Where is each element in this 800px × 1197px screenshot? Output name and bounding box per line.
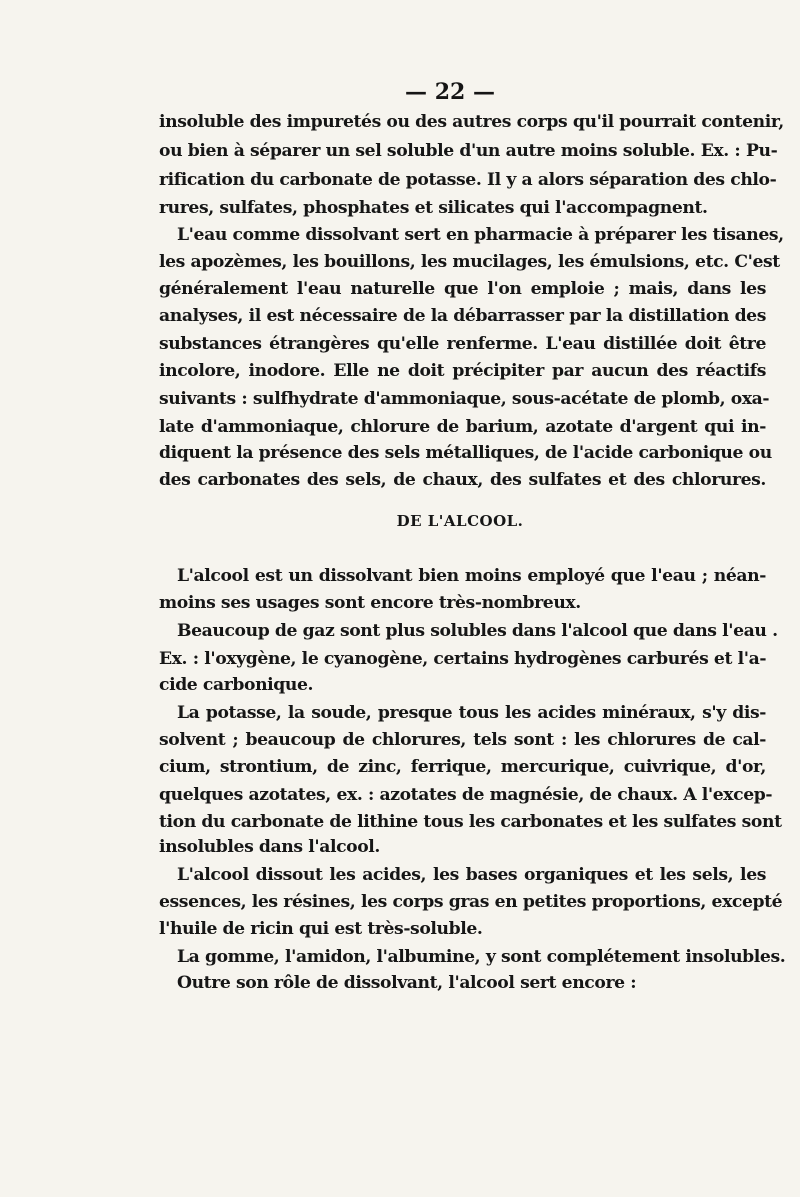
text-line: La gomme, l'amidon, l'albumine, y sont complétement insolubles. [177,947,786,967]
text-line: substances étrangères qu'elle renferme. L'eau distillée doit être [159,334,766,354]
text-line: tion du carbonate de lithine tous les carbonates et les sulfates sont [159,812,782,832]
section-heading: DE L'ALCOOL. [396,512,524,530]
text-line: Ex. : l'oxygène, le cyanogène, certains hydrogènes carburés et l'a- [159,649,767,669]
text-line: rures, sulfates, phosphates et silicates qui l'accompagnent. [159,198,708,218]
text-line: rification du carbonate de potasse. Il y a alors séparation des chlo- [159,170,777,190]
text-line: insoluble des impuretés ou des autres corps qu'il pourrait contenir, [159,112,784,132]
text-line: Outre son rôle de dissolvant, l'alcool sert encore : [177,973,637,993]
text-line: l'huile de ricin qui est très-soluble. [159,919,483,939]
text-line: moins ses usages sont encore très-nombreux. [159,593,581,613]
text-line: analyses, il est nécessaire de la débarrasser par la distillation des [159,306,766,326]
text-line: diquent la présence des sels métalliques, de l'acide carbonique ou [159,443,772,463]
text-line: L'eau comme dissolvant sert en pharmacie à préparer les tisanes, [177,225,784,245]
text-line: solvent ; beaucoup de chlorures, tels sont : les chlorures de cal- [159,730,766,750]
page-number: — 22 — [405,79,495,105]
text-line: late d'ammoniaque, chlorure de barium, azotate d'argent qui in- [159,417,766,437]
text-line: cium, strontium, de zinc, ferrique, mercurique, cuivrique, d'or, [159,757,766,777]
text-line: incolore, inodore. Elle ne doit précipiter par aucun des réactifs [159,361,766,381]
text-line: des carbonates des sels, de chaux, des sulfates et des chlorures. [159,470,766,490]
text-line: L'alcool dissout les acides, les bases organiques et les sels, les [177,865,766,885]
text-line: cide carbonique. [159,675,314,695]
text-line: quelques azotates, ex. : azotates de magnésie, de chaux. A l'excep- [159,785,773,805]
text-line: La potasse, la soude, presque tous les acides minéraux, s'y dis- [177,703,766,723]
text-line: L'alcool est un dissolvant bien moins employé que l'eau ; néan- [177,566,766,586]
text-line: suivants : sulfhydrate d'ammoniaque, sous-acétate de plomb, oxa- [159,389,770,409]
text-line: ou bien à séparer un sel soluble d'un autre moins soluble. Ex. : Pu- [159,141,778,161]
text-line: Beaucoup de gaz sont plus solubles dans l'alcool que dans l'eau . [177,621,778,641]
text-line: insolubles dans l'alcool. [159,837,381,857]
text-line: généralement l'eau naturelle que l'on emploie ; mais, dans les [159,279,766,299]
text-line: essences, les résines, les corps gras en petites proportions, excepté [159,892,783,912]
text-line: les apozèmes, les bouillons, les mucilages, les émulsions, etc. C'est [159,252,780,272]
